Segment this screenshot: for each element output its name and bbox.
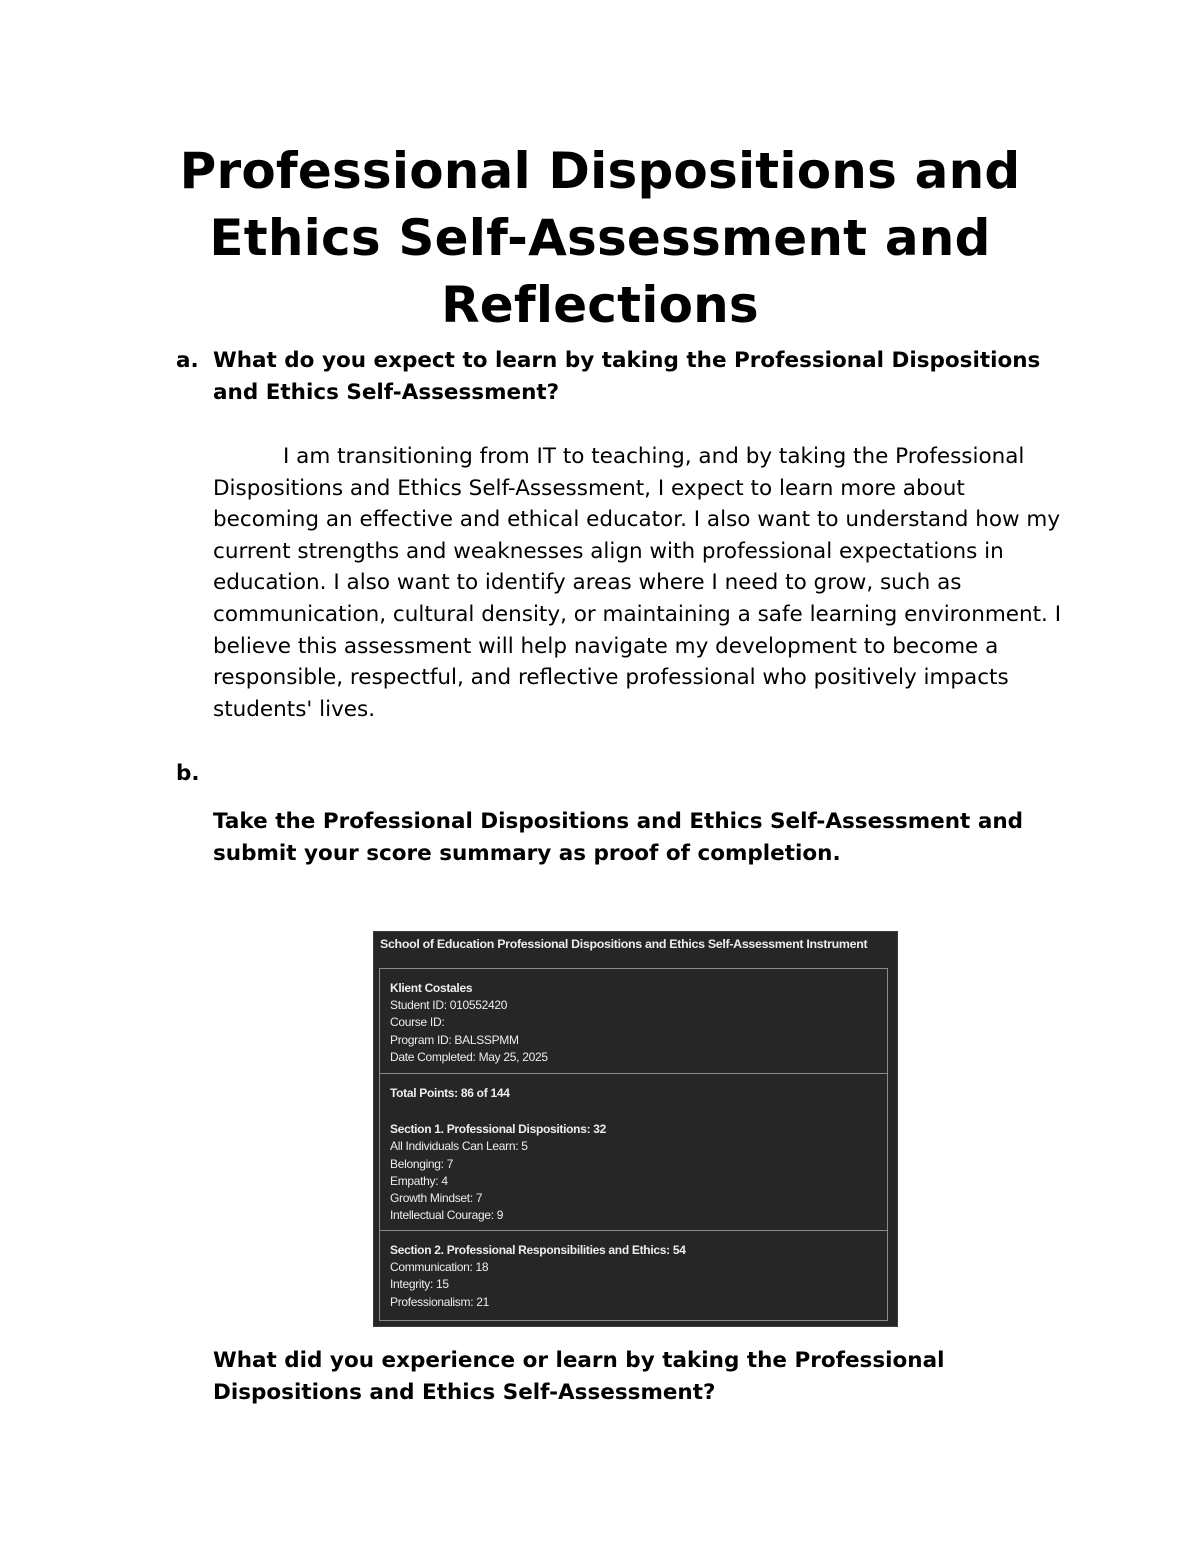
section2-title: Section 2. Professional Responsibilities and Ethics: 54 <box>390 1243 686 1257</box>
section2-item: Communication: 18 <box>390 1260 489 1275</box>
section1-item: Intellectual Courage: 9 <box>390 1208 504 1223</box>
page-title: Professional Dispositions and Ethics Self-Assessment and Reflections <box>179 142 1021 334</box>
section1-item: Empathy: 4 <box>390 1173 448 1188</box>
section1-title: Section 1. Professional Dispositions: 32 <box>390 1122 607 1137</box>
section-b-marker: b. <box>176 761 200 786</box>
course-id: Course ID: <box>390 1015 445 1030</box>
score-summary-screenshot <box>373 931 898 1327</box>
section1-item: Belonging: 7 <box>390 1156 454 1171</box>
student-id: Student ID: 010552420 <box>390 998 508 1013</box>
section-b-instruction: Take the Professional Dispositions and Ethics Self-Assessment and submit your score summary as proof of completion. <box>213 809 1024 866</box>
section1-item: All Individuals Can Learn: 5 <box>390 1139 528 1154</box>
section-b-followup-question: What did you experience or learn by taking the Professional Dispositions and Ethics Self-Assessment? <box>213 1348 945 1405</box>
section2-item: Professionalism: 21 <box>390 1294 490 1309</box>
score-summary-header: School of Education Professional Dispositions and Ethics Self-Assessment Instrument <box>380 937 868 951</box>
program-id: Program ID: BALSSPMM <box>390 1032 519 1047</box>
total-points: Total Points: 86 of 144 <box>390 1086 510 1100</box>
section2-score-box <box>379 1230 888 1321</box>
section-a-marker: a. <box>176 348 199 373</box>
student-name: Klient Costales <box>390 981 473 995</box>
date-completed: Date Completed: May 25, 2025 <box>390 1049 548 1064</box>
section1-item: Growth Mindset: 7 <box>390 1191 483 1206</box>
section1-score-box <box>379 1073 888 1231</box>
section-a-question: What do you expect to learn by taking the Professional Dispositions and Ethics Self-Assessment? <box>213 348 1041 405</box>
section2-item: Integrity: 15 <box>390 1277 449 1292</box>
section-a-answer: I am transitioning from IT to teaching, and by taking the Professional Dispositions and Ethics Self-Assessment, I expect to learn more about becoming an effective and ethical educator. I also want to understand how my current strengths and weaknesses align with professional expectations in education. I also want to identify areas where I need to grow, such as communication, cultural density, or maintaining a safe learning environment. I believe this assessment will help navigate my development to become a responsible, respectful, and reflective professional who positively impacts students' lives. <box>213 444 1062 722</box>
student-info-box <box>379 968 888 1074</box>
